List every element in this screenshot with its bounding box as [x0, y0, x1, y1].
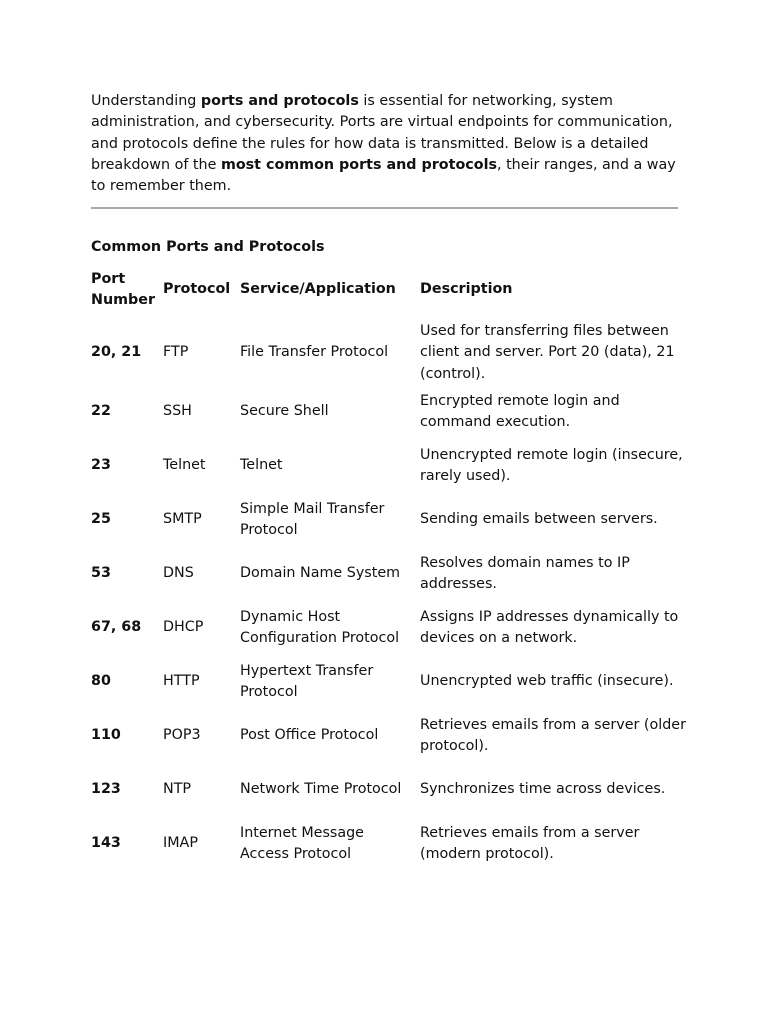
table-row	[89, 655, 689, 709]
table-row	[89, 493, 689, 547]
port-cell: 20, 21	[91, 344, 142, 361]
port-cell: 22	[91, 403, 111, 420]
service-cell: Network Time Protocol	[240, 781, 402, 798]
protocol-cell: DNS	[163, 565, 194, 582]
section-divider	[91, 207, 678, 209]
intro-bold-2: most common ports and protocols	[220, 156, 497, 173]
description-cell: Sending emails between servers.	[420, 511, 658, 528]
table-header-row	[89, 267, 689, 313]
port-cell: 67, 68	[91, 619, 142, 636]
port-cell: 53	[91, 565, 111, 582]
description-cell: Unencrypted remote login (insecure, rarely used).	[420, 446, 683, 484]
protocol-cell: FTP	[163, 344, 189, 361]
port-cell: 23	[91, 457, 111, 474]
protocol-cell: Telnet	[163, 457, 206, 474]
description-cell: Encrypted remote login and command execution.	[420, 392, 620, 430]
service-cell: File Transfer Protocol	[240, 344, 389, 361]
service-cell: Hypertext Transfer Protocol	[240, 662, 374, 700]
protocol-cell: SSH	[163, 403, 192, 420]
description-cell: Used for transferring files between client and server. Port 20 (data), 21 (control).	[420, 323, 675, 382]
port-cell: 25	[91, 511, 111, 528]
protocol-cell: POP3	[163, 727, 201, 744]
section-title: Common Ports and Protocols	[91, 239, 325, 255]
description-cell: Unencrypted web traffic (insecure).	[420, 673, 674, 690]
port-cell: 80	[91, 673, 111, 690]
intro-paragraph	[91, 91, 681, 197]
table-row	[89, 601, 689, 655]
service-cell: Simple Mail Transfer Protocol	[240, 500, 385, 538]
service-cell: Secure Shell	[240, 403, 329, 420]
description-cell: Resolves domain names to IP addresses.	[420, 554, 630, 592]
service-cell: Domain Name System	[240, 565, 401, 582]
table-row	[89, 385, 689, 439]
protocol-cell: SMTP	[163, 511, 202, 528]
description-cell: Assigns IP addresses dynamically to devices on a network.	[420, 608, 679, 646]
port-cell: 143	[91, 835, 121, 852]
table-row	[89, 817, 689, 871]
service-cell: Telnet	[240, 457, 283, 474]
intro-text-3: , their ranges, and a way to remember them.	[91, 156, 676, 195]
description-cell: Synchronizes time across devices.	[420, 781, 666, 798]
description-cell: Retrieves emails from a server (older protocol).	[420, 716, 686, 754]
port-cell: 110	[91, 727, 121, 744]
table-row	[89, 709, 689, 763]
table-row	[89, 321, 689, 385]
description-cell: Retrieves emails from a server (modern protocol).	[420, 824, 640, 862]
header-service: Service/Application	[240, 281, 396, 298]
protocol-cell: NTP	[163, 781, 192, 798]
intro-bold-1: ports and protocols	[200, 93, 359, 109]
table-row	[89, 439, 689, 493]
header-protocol: Protocol	[163, 281, 231, 298]
header-port-number: Port Number	[91, 270, 156, 308]
port-cell: 123	[91, 781, 121, 798]
protocol-cell: DHCP	[163, 619, 204, 636]
protocol-cell: IMAP	[163, 835, 198, 852]
intro-text-1: Understanding	[91, 93, 201, 109]
service-cell: Internet Message Access Protocol	[240, 824, 364, 862]
service-cell: Dynamic Host Configuration Protocol	[240, 608, 400, 646]
table-row	[89, 763, 689, 817]
header-description: Description	[420, 281, 513, 298]
intro-text-2: is essential for networking, system administration, and cybersecurity. Ports are virtual endpoints for communication, and protocols define the rules for how data is transmitted. Below is a detailed breakdown of the	[91, 93, 673, 173]
table-row	[89, 547, 689, 601]
ports-table	[89, 267, 689, 871]
protocol-cell: HTTP	[163, 673, 200, 690]
service-cell: Post Office Protocol	[240, 727, 379, 744]
